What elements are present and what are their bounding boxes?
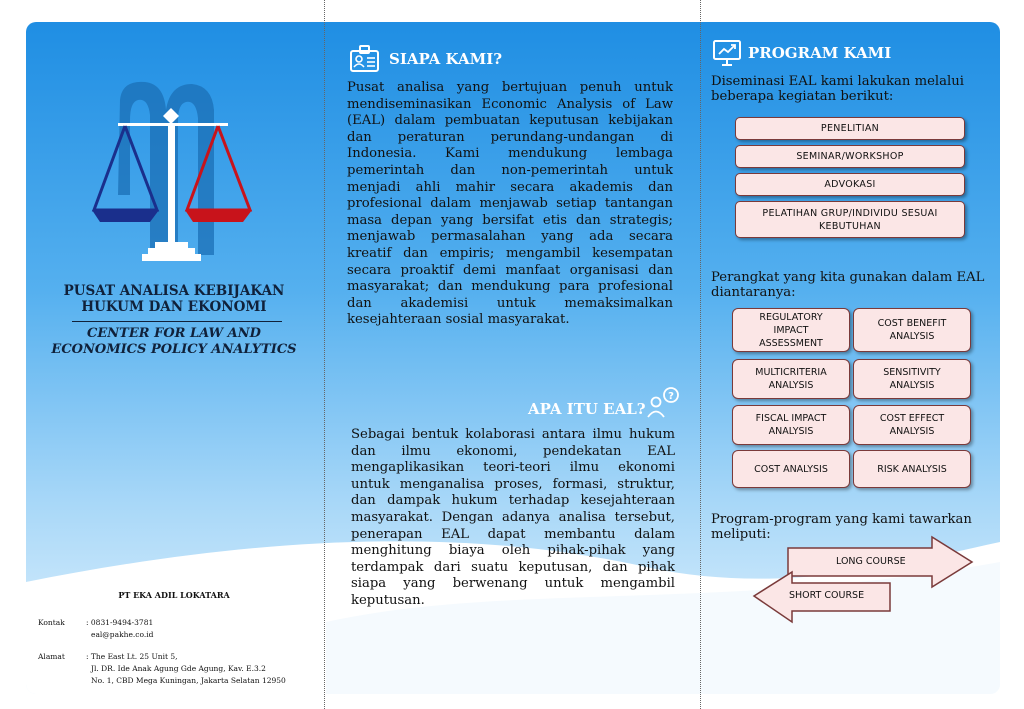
contact-label: Kontak [38,618,65,627]
paragraph-line: penerapan EAL dapat membantu dalam [351,526,675,542]
paragraph-line: Sebagai bentuk kolaborasi antara ilmu hukum [351,427,675,442]
divider [72,321,282,322]
paragraph-line: mengaplikasikan teori-teori ilmu ekonomi [351,460,675,476]
address-info [86,651,286,687]
company-name: PT EKA ADIL LOKATARA [118,590,230,600]
paragraph-line: dan ilmu ekonomi, pendekatan EAL [351,443,675,459]
address-label: Alamat [38,652,65,661]
activity-item: SEMINAR/WORKSHOP [735,145,965,168]
contact-email: eal@pakhe.co.id [91,630,154,639]
tools-intro-line: Perangkat yang kita gunakan dalam EAL [711,270,985,285]
paragraph-line: menghitung biaya oleh pihak-pihak yang [351,543,675,559]
paragraph-line: dan akademisi untuk memaksimalkan [347,295,673,311]
tool-item: COST BENEFIT ANALYSIS [853,308,971,352]
question-person-icon [646,386,680,418]
tools-intro-line: diantaranya: [711,285,796,300]
org-subtitle-line: ECONOMICS POLICY ANALYTICS [51,342,297,357]
paragraph-line: masyarakat. Dengan adanya analisa tersebut, [351,509,675,525]
paragraph-line: menjadi ahli mahir secara akademis dan [347,179,673,195]
paragraph-line: Pusat analisa yang bertujuan penuh untuk [347,80,673,95]
paragraph-line: masa depan yang bersifat etis dan strategis; [347,212,673,228]
paragraph-line: dan dampak hukum terhadap kesejahteraan [351,493,675,509]
svg-text:?: ? [668,391,674,402]
org-title [26,283,322,315]
fold-line-2 [700,0,701,709]
section-title-apa-itu-eal: APA ITU EAL? [528,400,646,418]
activity-item: PELATIHAN GRUP/INDIVIDU SESUAI KEBUTUHAN [735,201,965,238]
apa-itu-eal-paragraph [351,427,675,610]
activity-item: ADVOKASI [735,173,965,196]
program-intro [711,74,991,104]
section-title-program-kami: PROGRAM KAMI [748,44,892,62]
paragraph-line: kreatif dan empiris; mengambil kesempatan [347,245,673,261]
activity-item: PENELITIAN [735,117,965,140]
paragraph-line: dan peraturan perundang-undangan di [347,129,673,145]
address-line: : The East Lt. 25 Unit 5, [86,652,178,661]
paragraph-line: kesejahteraan sosial masyarakat. [347,312,570,328]
paragraph-line: profesional dalam menjawab setiap tantangan [347,196,673,212]
paragraph-line: terdampak dari suatu keputusan, dan pihak [351,559,675,575]
tool-item: FISCAL IMPACT ANALYSIS [732,405,850,445]
offer-intro-line: Program-program yang kami tawarkan [711,512,972,527]
contact-info [86,617,153,641]
tool-item: COST EFFECT ANALYSIS [853,405,971,445]
program-intro-line: beberapa kegiatan berikut: [711,89,894,104]
paragraph-line: pemerintah dan non-pemerintah untuk [347,162,673,178]
program-intro-line: Diseminasi EAL kami lakukan melalui [711,74,964,89]
tool-item: MULTICRITERIA ANALYSIS [732,359,850,399]
paragraph-line: keputusan. [351,592,425,608]
paragraph-line: menjawab permasalahan yang ada secara [347,229,673,245]
tool-item: COST ANALYSIS [732,450,850,488]
address-line: No. 1, CBD Mega Kuningan, Jakarta Selatan 12950 [91,676,286,685]
org-subtitle [26,326,322,358]
tool-item: RISK ANALYSIS [853,450,971,488]
paragraph-line: masyarakat; dan mendukung para profesional [347,279,673,295]
paragraph-line: untuk menganalisa proses, formasi, struktur, [351,476,675,492]
paragraph-line: mendiseminasikan Economic Analysis of Law [347,96,673,112]
id-card-icon [349,44,381,74]
paragraph-line: siapa yang berwenang untuk mengambil [351,576,675,592]
paragraph-line: Indonesia. Kami mendukung lembaga [347,146,673,162]
tool-item: SENSITIVITY ANALYSIS [853,359,971,399]
siapa-kami-paragraph [347,80,673,329]
tool-item: REGULATORY IMPACT ASSESSMENT [732,308,850,352]
org-title-line: HUKUM DAN EKONOMI [81,299,267,315]
org-title-line: PUSAT ANALISA KEBIJAKAN [63,283,285,299]
long-course-label: LONG COURSE [836,556,906,567]
paragraph-line: (EAL) dalam pembuatan keputusan kebijakan [347,113,673,129]
fold-line-1 [324,0,325,709]
contact-phone: : 0831-9494-3781 [86,618,154,627]
scales-of-justice-logo [60,70,260,275]
org-subtitle-line: CENTER FOR LAW AND [87,326,261,341]
tools-intro [711,270,996,300]
presentation-chart-icon [712,38,742,68]
paragraph-line: secara proaktif demi manfaat organisasi dan [347,262,673,278]
short-course-label: SHORT COURSE [789,590,865,601]
section-title-siapa-kami: SIAPA KAMI? [389,50,503,68]
address-line: Jl. DR. Ide Anak Agung Gde Agung, Kav. E.3.2 [91,664,266,673]
offer-intro-line: meliputi: [711,527,771,542]
